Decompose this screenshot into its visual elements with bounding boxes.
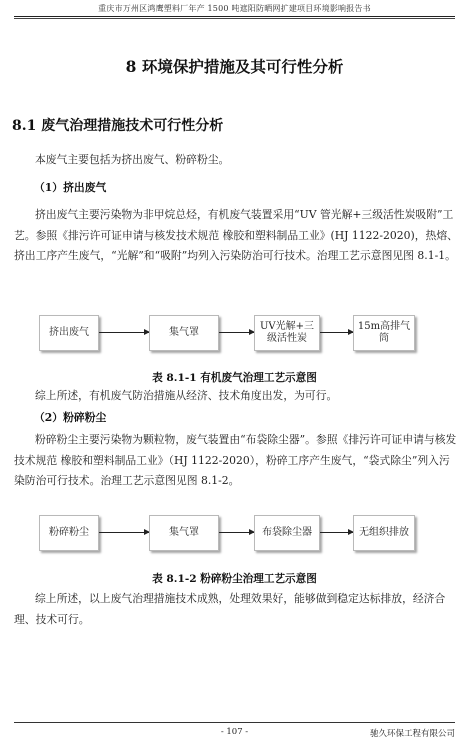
summary-paragraph: 综上所述，以上废气治理措施技术成熟，处理效果好，能够做到稳定达标排放，经济合理、技术可行。 (14, 592, 446, 626)
flow-arrow (99, 532, 149, 533)
figure-caption-1: 表 8.1-1 有机废气治理工艺示意图 (152, 372, 317, 384)
section-title: 8.1 废气治理措施技术可行性分析 (12, 118, 224, 134)
flow-diagram-organic (30, 309, 440, 359)
header-divider-thin (14, 18, 455, 19)
flow-box-baghouse: 布袋除尘器 (254, 515, 320, 551)
subheading-crushing: （2）粉碎粉尘 (34, 411, 107, 424)
flow-box-source: 挤出废气 (39, 315, 99, 351)
flow-arrow (320, 332, 353, 333)
flow-box-source: 粉碎粉尘 (39, 515, 99, 551)
footer-company: 驰久环保工程有限公司 (369, 729, 455, 739)
flow-arrow (99, 332, 149, 333)
subheading-extrusion: （1）挤出废气 (34, 181, 107, 194)
flow-diagram-dust (30, 509, 440, 559)
flow-box-emission: 无组织排放 (353, 515, 415, 551)
flow-box-treatment: UV光解+三级活性炭 (254, 315, 320, 351)
flow-arrow (219, 332, 254, 333)
figure-caption-2: 表 8.1-2 粉碎粉尘治理工艺示意图 (152, 573, 317, 585)
flow-box-hood: 集气罩 (149, 315, 219, 351)
flow-arrow (219, 532, 254, 533)
footer-divider (14, 722, 455, 723)
extrusion-conclusion: 综上所述，有机废气防治措施从经济、技术角度出发，为可行。 (35, 389, 338, 402)
chapter-title: 8 环境保护措施及其可行性分析 (125, 57, 344, 76)
intro-paragraph: 本废气主要包括为挤出废气、粉碎粉尘。 (35, 153, 230, 166)
flow-box-stack: 15m高排气筒 (353, 315, 415, 351)
extrusion-paragraph: 挤出废气主要污染物为非甲烷总烃，有机废气装置采用“UV 管光解+三级活性炭吸附”工艺。参照《排污许可证申请与核发技术规范 橡胶和塑料制品工业》(HJ 1122-2020)，热熔、挤出工序产生废气，“光解”和“吸附”均列入污染防治可行技术。治理工艺示意图见图 8.1-1。 (14, 208, 458, 262)
page-header: 重庆市万州区鸿鹰塑料厂年产 1500 吨遮阳防晒网扩建项目环境影响报告书 (98, 4, 371, 13)
page-number: - 107 - (220, 727, 249, 737)
flow-arrow (320, 532, 353, 533)
header-divider (14, 16, 455, 17)
flow-box-hood: 集气罩 (149, 515, 219, 551)
crushing-paragraph: 粉碎粉尘主要污染物为颗粒物，废气装置由“布袋除尘器”。参照《排污许可证申请与核发技术规范 橡胶和塑料制品工业》（HJ 1122-2020），粉碎工序产生废气，“袋式除尘”列入污染防治可行技术。治理工艺示意图见图 8.1-2。 (14, 433, 457, 487)
